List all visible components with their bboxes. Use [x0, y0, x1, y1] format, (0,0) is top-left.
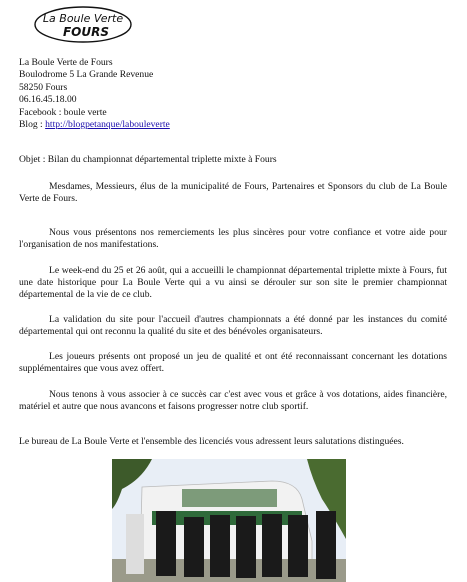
blog-link[interactable]: http://blogpetanque/labouleverte: [45, 119, 170, 131]
closing-text: Le bureau de La Boule Verte et l'ensemble des licenciés vous adressent leurs salutations distinguées.: [19, 436, 404, 447]
blog-label: Blog :: [19, 119, 46, 131]
sender-address1: Boulodrome 5 La Grande Revenue: [19, 69, 154, 81]
sender-phone: 06.16.45.18.00: [19, 94, 77, 106]
paragraph-1: [19, 181, 447, 205]
sender-block: [19, 57, 170, 131]
paragraph-2-text: Nous vous présentons nos remerciements les plus sincères pour votre confiance et votre aide pour l'organisation de nos manifestations.: [19, 227, 447, 251]
paragraph-5-text: Les joueurs présents ont proposé un jeu de qualité et ont été reconnaissant concernant les dotations supplémentaires que vous avez offert.: [19, 351, 447, 375]
paragraph-2: [19, 227, 447, 251]
player-1: [126, 514, 144, 574]
paragraph-5: [19, 351, 447, 375]
paragraph-6: [19, 389, 447, 413]
paragraph-4: [19, 314, 447, 338]
player-3: [184, 517, 204, 577]
paragraph-3-text: Le week-end du 25 et 26 août, qui a accueilli le championnat départemental triplette mixte à Fours, fut une date historique pour La Boule Verte qui a vu ainsi se dérouler sur son site le premier championnat départemental de la vie de ce club.: [19, 265, 447, 301]
logo-line2: FOURS: [62, 25, 110, 39]
sender-facebook: Facebook : boule verte: [19, 106, 107, 118]
photo-van-window: [182, 489, 277, 507]
player-6: [262, 514, 282, 577]
player-2: [156, 511, 176, 576]
club-logo: [33, 5, 133, 44]
sender-name: La Boule Verte de Fours: [19, 57, 113, 68]
player-8: [316, 511, 336, 579]
player-5: [236, 516, 256, 578]
logo-line1: La Boule Verte: [42, 12, 124, 25]
team-photo: [112, 459, 346, 582]
paragraph-1-text: Mesdames, Messieurs, élus de la municipalité de Fours, Partenaires et Sponsors du club de La Boule Verte de Fours.: [19, 181, 447, 205]
closing-line: [19, 436, 447, 448]
letter-subject: Objet : Bilan du championnat départemental triplette mixte à Fours: [19, 154, 277, 165]
player-7: [288, 515, 308, 577]
paragraph-4-text: La validation du site pour l'accueil d'autres championnats a été donné par les instances du comité départemental qui ont reconnu la qualité du site et des bénévoles organisateurs.: [19, 314, 447, 338]
sender-blog: [19, 119, 170, 131]
paragraph-3: [19, 265, 447, 302]
paragraph-6-text: Nous tenons à vous associer à ce succès car c'est avec vous et grâce à vos dotations, aides financière, matériel et autre que nous avancons et faisons progresser notre club sportif.: [19, 389, 447, 413]
player-4: [210, 515, 230, 577]
sender-address2: 58250 Fours: [19, 81, 68, 93]
